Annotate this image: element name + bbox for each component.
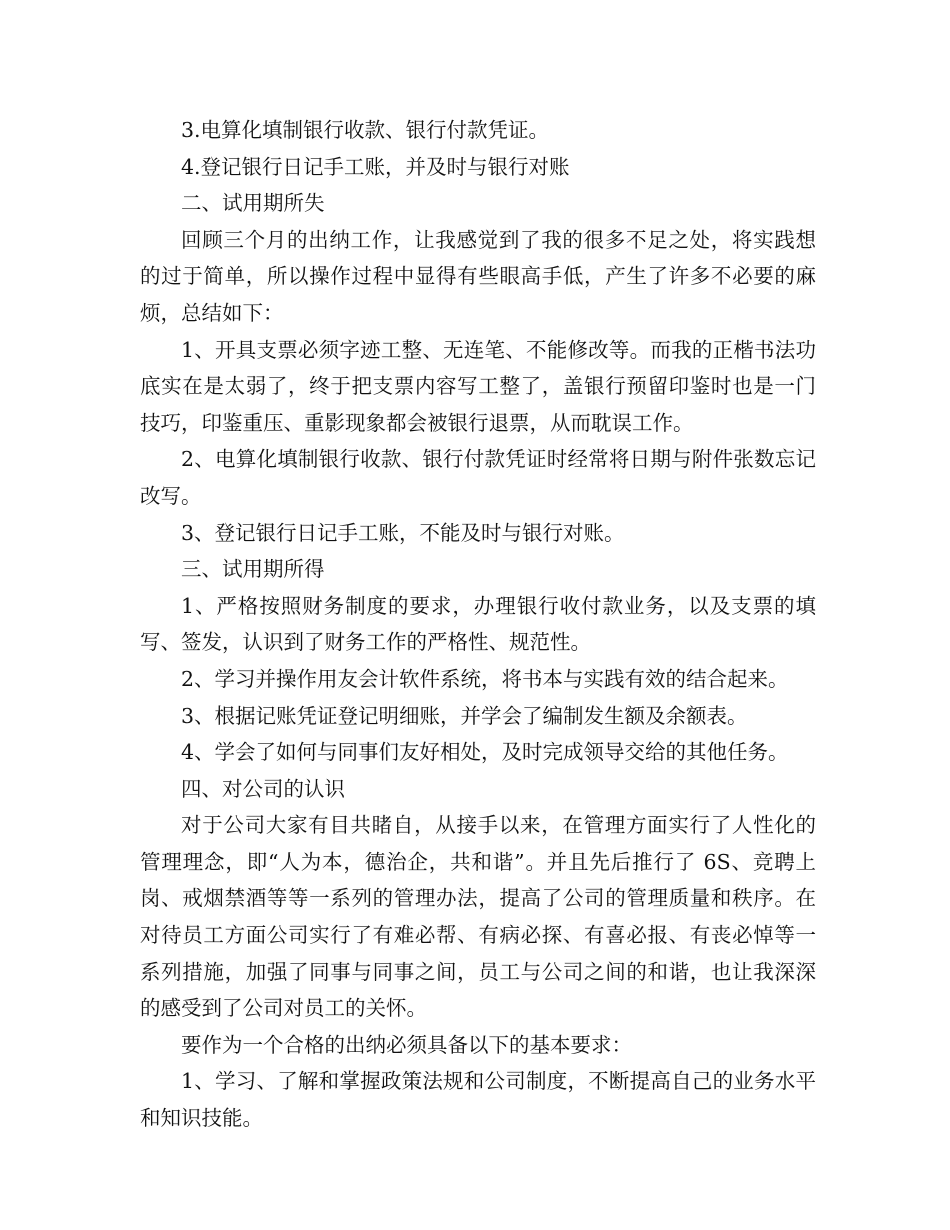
paragraph-gain-4: 4、学会了如何与同事们友好相处，及时完成领导交给的其他任务。 xyxy=(181,740,789,765)
paragraph-requirements-intro: 要作为一个合格的出纳必须具备以下的基本要求： xyxy=(181,1032,632,1057)
paragraph-loss-2: 2、电算化填制银行收款、银行付款凭证时经常将日期与附件张数忘记改写。 xyxy=(140,447,816,508)
paragraph-gain-2: 2、学习并操作用友会计软件系统，将书本与实践有效的结合起来。 xyxy=(181,666,789,691)
paragraph-item-4: 4.登记银行日记手工账，并及时与银行对账 xyxy=(181,154,570,179)
section-heading-losses: 二、试用期所失 xyxy=(181,191,325,216)
paragraph-loss-3: 3、登记银行日记手工账，不能及时与银行对账。 xyxy=(181,520,625,545)
paragraph-requirement-1: 1、学习、了解和掌握政策法规和公司制度，不断提高自己的业务水平和知识技能。 xyxy=(140,1069,816,1131)
paragraph-loss-1: 1、开具支票必须字迹工整、无连笔、不能修改等。而我的正楷书法功底实在是太弱了，终于把支票内容写工整了，盖银行预留印鉴时也是一门技巧，印鉴重压、重影现象都会被银行退票，从而耽误工作。 xyxy=(140,337,816,435)
paragraph-gain-1: 1、严格按照财务制度的要求，办理银行收付款业务，以及支票的填写、签发，认识到了财务工作的严格性、规范性。 xyxy=(140,593,816,655)
section-heading-company: 四、对公司的认识 xyxy=(181,776,345,801)
paragraph-gain-3: 3、根据记账凭证登记明细账，并学会了编制发生额及余额表。 xyxy=(181,703,748,728)
document-body xyxy=(140,112,816,1137)
paragraph-review-intro: 回顾三个月的出纳工作，让我感觉到了我的很多不足之处，将实践想的过于简单，所以操作过程中显得有些眼高手低，产生了许多不必要的麻烦，总结如下： xyxy=(140,227,816,325)
paragraph-company: 对于公司大家有目共睹自，从接手以来，在管理方面实行了人性化的管理理念，即“人为本，德治企，共和谐”。并且先后推行了 6S、竞聘上岗、戒烟禁酒等等一系列的管理办法，提高了公司的管理质量和秩序。在对待员工方面公司实行了有难必帮、有病必探、有喜必报、有丧必悼等一系列措施，加强了同事与同事之间，员工与公司之间的和谐，也让我深深的感受到了公司对员工的关怀。 xyxy=(140,813,816,1021)
paragraph-item-3: 3.电算化填制银行收款、银行付款凭证。 xyxy=(181,118,550,142)
section-heading-gains: 三、试用期所得 xyxy=(181,557,325,582)
